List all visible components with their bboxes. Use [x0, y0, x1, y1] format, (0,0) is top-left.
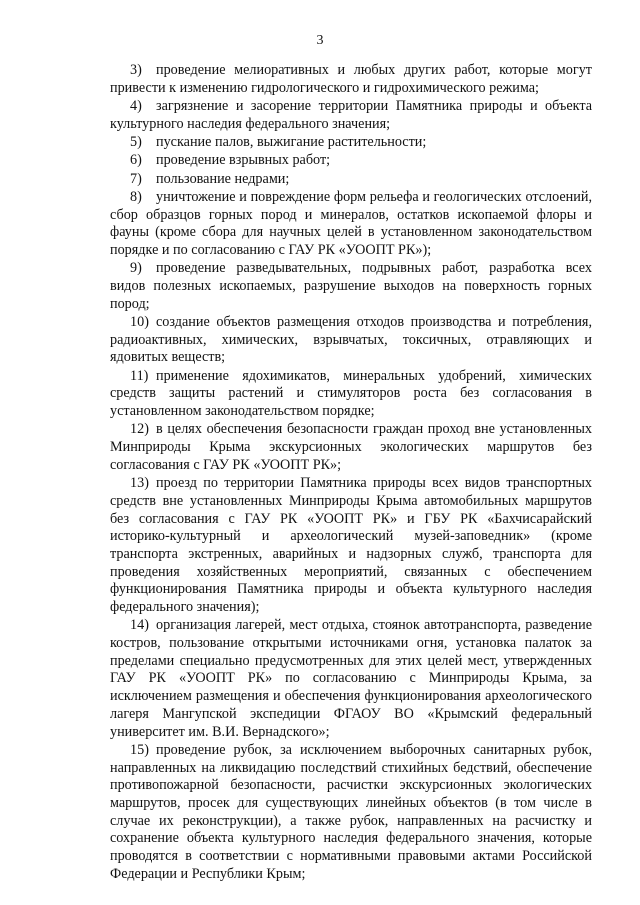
list-item — [110, 152, 592, 170]
item-number: 15) — [130, 741, 149, 758]
item-text: проведение взрывных работ; — [156, 152, 331, 169]
list-item — [110, 171, 592, 189]
item-text: проведение разведывательных, подрывных работ, разработка всех видов полезных ископаемых, разрушение выходов на поверхность горных пород; — [110, 260, 592, 312]
item-number: 6) — [130, 152, 142, 169]
item-number: 4) — [130, 98, 142, 114]
item-number: 9) — [130, 260, 142, 277]
item-text: проведение рубок, за исключением выборочных санитарных рубок, направленных на ликвидацию последствий стихийных бедствий, обеспечение противопожарной безопасности, расчистки экскурсионных экологических маршрутов, просек для существующих линейных объектов (в том числе в случае их реконструкции), а также рубок, направленных на расчистку и сохранение объекта культурного наследия федерального значения, которые проводятся в соответствии с нормативными правовыми актами Российской Федерации и Республики Крым; — [110, 741, 592, 882]
document-body — [110, 62, 592, 902]
item-text: пользование недрами; — [156, 170, 290, 187]
item-number: 5) — [130, 134, 142, 150]
item-text: применение ядохимикатов, минеральных удобрений, химических средств защиты растений и стимуляторов роста без согласования в установленном законодательством порядке; — [110, 367, 592, 420]
item-number: 13) — [130, 475, 149, 492]
list-item — [110, 617, 592, 741]
list-item — [110, 260, 592, 313]
list-item — [110, 475, 592, 617]
item-number: 14) — [130, 617, 149, 634]
item-text: проезд по территории Памятника природы всех видов транспортных средств вне установленных Минприроды Крыма автомобильных маршрутов без согласования с ГАУ РК «УООПТ РК» и ГБУ РК «Бахчисарайский историко-культурный и археологический музей-заповедник» (кроме транспорта экстренных, аварийных и надзорных служб, транспорта для проведения хозяйственных мероприятий, связанных с обеспечением функционирования Памятника природы и объекта культурного наследия федерального значения); — [110, 475, 592, 616]
item-number: 8) — [130, 188, 142, 205]
list-item — [110, 134, 592, 152]
item-text: организация лагерей, мест отдыха, стоянок автотранспорта, разведение костров, пользование открытыми источниками огня, установка палаток за пределами специально предусмотренных для этих целей мест, утвержденных ГАУ РК «УООПТ РК» по согласованию с Минприроды Крыма, за исключением размещения и обеспечения функционирования археологического лагеря Мангупской экспедиции ФГАОУ ВО «Крымский федеральный университет им. В.И. Вернадского»; — [110, 617, 592, 740]
item-number: 12) — [130, 421, 149, 438]
list-item — [110, 884, 592, 902]
item-text: пускание палов, выжигание растительности; — [156, 134, 427, 150]
item-text: проведение мелиоративных и любых других работ, которые могут привести к изменению гидрологического и гидрохимического режима; — [110, 62, 592, 96]
list-item — [110, 189, 592, 260]
list-item — [110, 421, 592, 474]
item-text: загрязнение и засорение территории Памятника природы и объекта культурного наследия федерального значения; — [110, 98, 592, 132]
list-item — [110, 368, 592, 421]
page-number: 3 — [316, 33, 324, 48]
list-item — [110, 98, 592, 133]
item-text: в целях обеспечения безопасности граждан проход вне установленных Минприроды Крыма экскурсионных экологических маршрутов без согласования с ГАУ РК «УООПТ РК»; — [110, 421, 592, 473]
list-item — [110, 62, 592, 97]
item-text: создание объектов размещения отходов производства и потребления, радиоактивных, химических, взрывчатых, токсичных, отравляющих и ядовитых веществ; — [110, 314, 592, 366]
item-number: 11) — [130, 367, 149, 384]
item-number: 10) — [130, 314, 149, 330]
item-number: 7) — [130, 170, 142, 187]
item-text: уничтожение и повреждение форм рельефа и геологических отслоений, сбор образцов горных пород и минералов, остатков ископаемой флоры и фауны (кроме сбора для научных целей в установленном законодательством порядке и по согласованию с ГАУ РК «УООПТ РК»); — [110, 188, 592, 258]
item-number: 3) — [130, 62, 142, 78]
list-item — [110, 742, 592, 884]
list-item — [110, 314, 592, 367]
